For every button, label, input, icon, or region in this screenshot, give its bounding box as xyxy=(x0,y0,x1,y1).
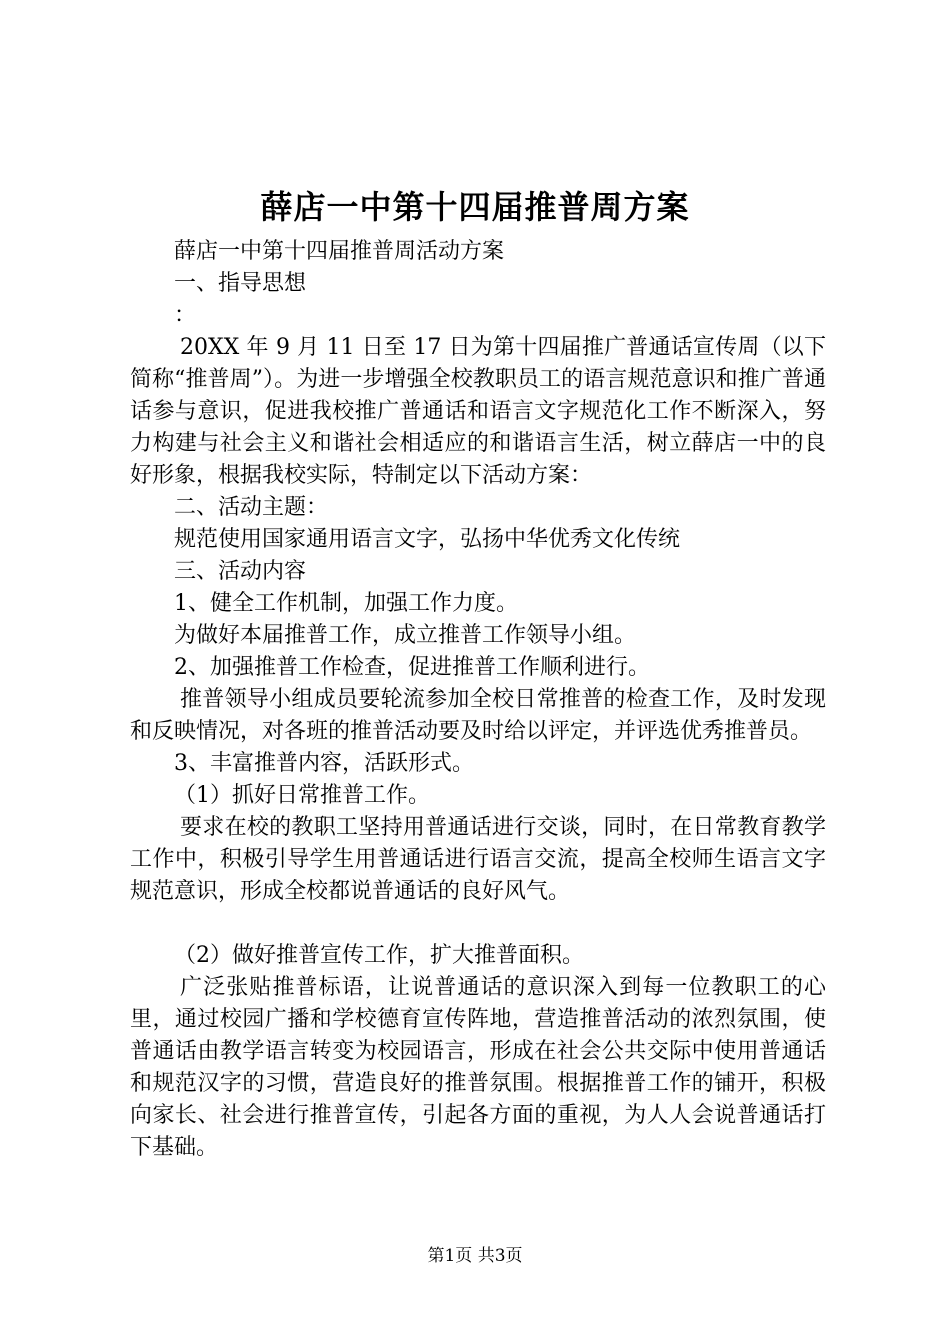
section-heading-theme: 二、活动主题： xyxy=(174,495,329,520)
item-3-heading: 3、丰富推普内容，活跃形式。 xyxy=(174,751,474,776)
intro-paragraph: 20XX 年 9 月 11 日至 17 日为第十四届推广普通话宣传周（以下简称“推普周”）。为进一步增强全校教职员工的语言规范意识和推广普通话参与意识，促进我校推广普通话和语言文字规范化工作不断深入，努力构建与社会主义和谐社会相适应的和谐语言生活，树立薛店一中的良好形象，根据我校实际，特制定以下活动方案： xyxy=(130,335,826,488)
sub-item-2-heading: （2）做好推普宣传工作，扩大推普面积。 xyxy=(174,943,584,968)
section-heading-guiding-ideology: 一、指导思想 xyxy=(174,271,307,296)
document-title: 薛店一中第十四届推普周方案 xyxy=(260,188,690,226)
sub-item-1-text: 要求在校的教职工坚持用普通话进行交谈，同时，在日常教育教学工作中，积极引导学生用普通话进行语言交流，提高全校师生语言文字规范意识，形成全校都说普通话的良好风气。 xyxy=(130,815,826,904)
blank-line xyxy=(130,908,826,940)
colon-line: ： xyxy=(174,303,197,328)
item-2-heading: 2、加强推普工作检查，促进推普工作顺利进行。 xyxy=(174,655,650,680)
item-1-text: 为做好本届推普工作，成立推普工作领导小组。 xyxy=(174,623,637,648)
document-body xyxy=(130,236,826,1164)
theme-text: 规范使用国家通用语言文字，弘扬中华优秀文化传统 xyxy=(174,527,681,552)
sub-item-1-heading: （1）抓好日常推普工作。 xyxy=(174,783,430,808)
item-2-text: 推普领导小组成员要轮流参加全校日常推普的检查工作，及时发现和反映情况，对各班的推普活动要及时给以评定，并评选优秀推普员。 xyxy=(130,687,826,744)
item-1-heading: 1、健全工作机制，加强工作力度。 xyxy=(174,591,518,616)
page-footer: 第1页 共3页 xyxy=(427,1246,523,1266)
document-subtitle: 薛店一中第十四届推普周活动方案 xyxy=(174,239,505,264)
section-heading-content: 三、活动内容 xyxy=(174,559,307,584)
sub-item-2-text: 广泛张贴推普标语，让说普通话的意识深入到每一位教职工的心里，通过校园广播和学校德育宣传阵地，营造推普活动的浓烈氛围，使普通话由教学语言转变为校园语言，形成在社会公共交际中使用普通话和规范汉字的习惯，营造良好的推普氛围。根据推普工作的铺开，积极向家长、社会进行推普宣传，引起各方面的重视，为人人会说普通话打下基础。 xyxy=(130,975,826,1160)
